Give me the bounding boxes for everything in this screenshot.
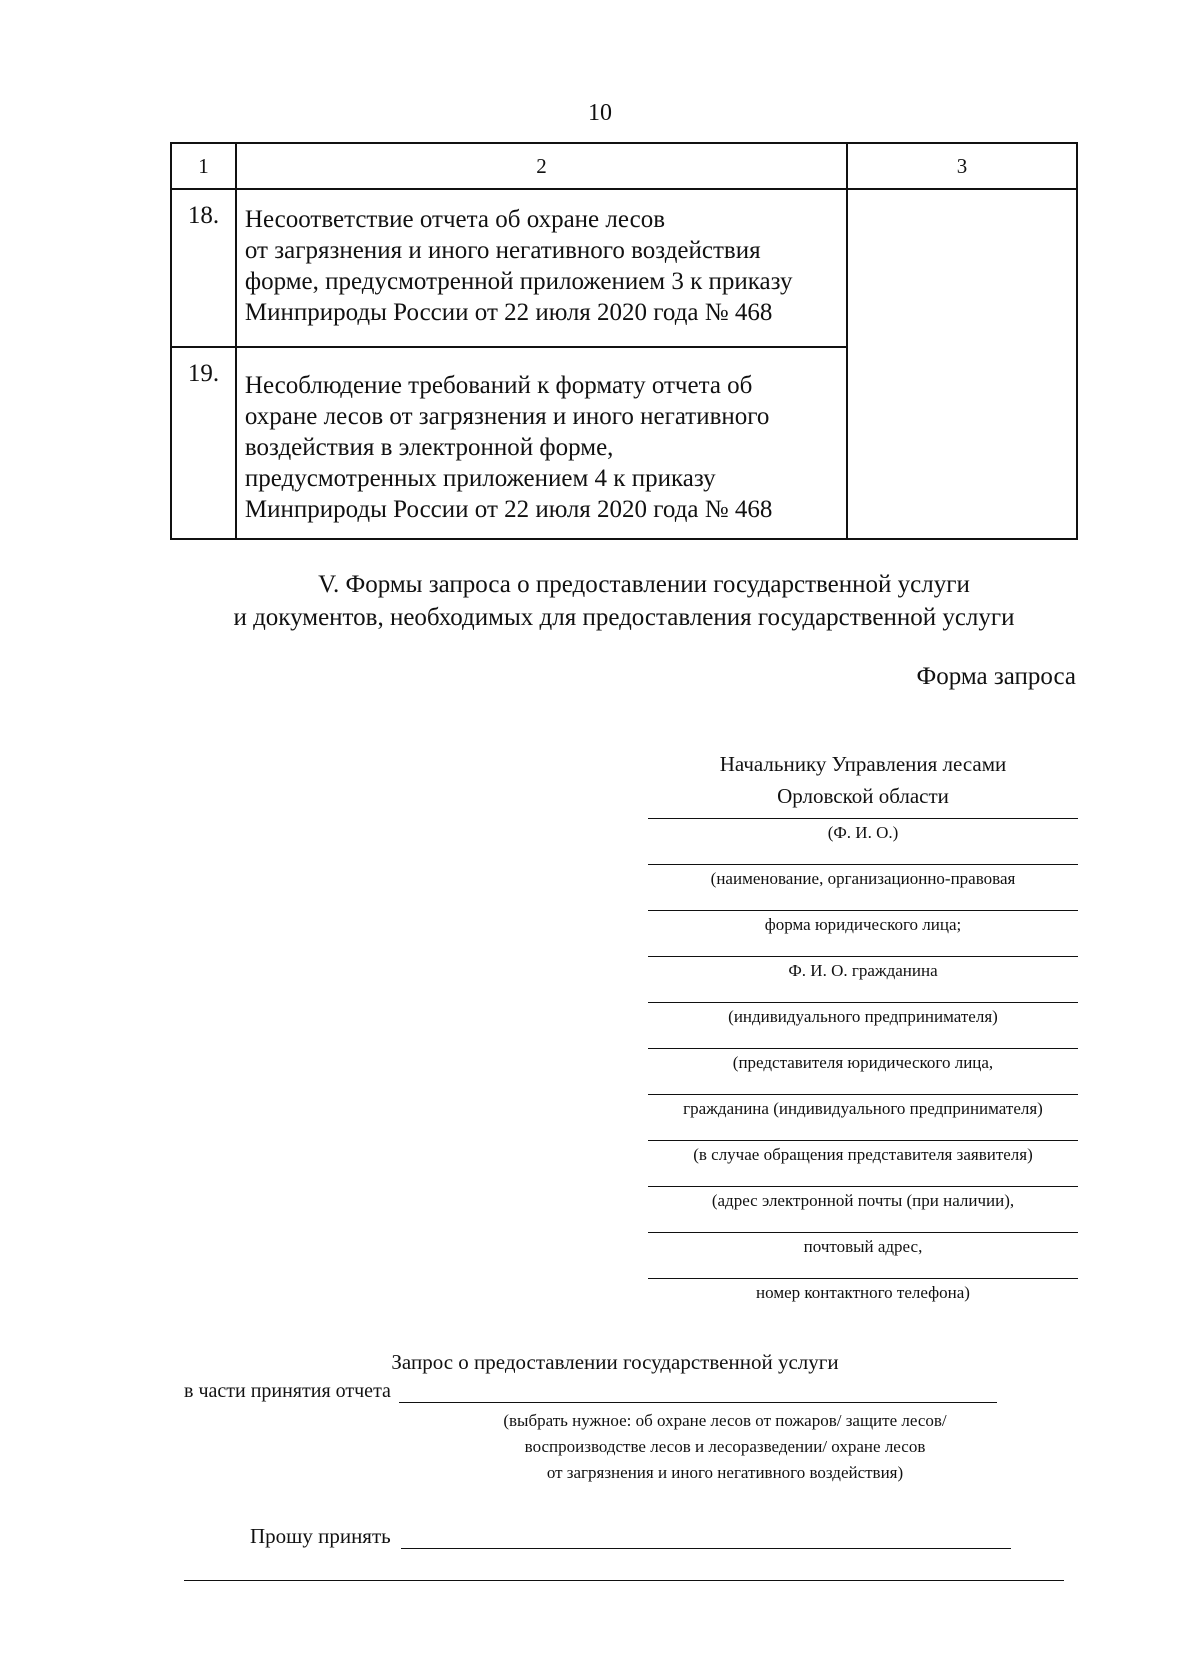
- table-header-cell: 3: [847, 143, 1077, 189]
- hint-line: от загрязнения и иного негативного воздействия): [546, 1463, 904, 1482]
- row-empty-cell: [847, 189, 1077, 539]
- continuation-line[interactable]: [184, 1580, 1064, 1581]
- row-text-line: воздействия в электронной форме,: [244, 434, 614, 461]
- table-header-cell: 2: [236, 143, 847, 189]
- page-number: 10: [588, 100, 612, 126]
- citizen-fio-field[interactable]: Ф. И. О. гражданина: [648, 956, 1078, 1002]
- section-heading: [170, 568, 1078, 634]
- report-type-label: в части принятия отчета: [184, 1380, 391, 1402]
- hint-line: (выбрать нужное: об охране лесов от пожаров/ защите лесов/: [503, 1411, 947, 1430]
- row-number: 19.: [171, 347, 236, 539]
- entrepreneur-field[interactable]: (индивидуального предпринимателя): [648, 1002, 1078, 1048]
- table-row: [171, 189, 1077, 347]
- row-text-line: Несоответствие отчета об охране лесов: [244, 206, 665, 233]
- accept-row: [250, 1524, 1050, 1549]
- accept-input[interactable]: [401, 1526, 1011, 1549]
- row-text-line: Минприроды России от 22 июля 2020 года № 468: [244, 496, 773, 523]
- table-header-cell: 1: [171, 143, 236, 189]
- accept-label: Прошу принять: [250, 1524, 391, 1548]
- row-text-line: Несоблюдение требований к формату отчета об: [244, 372, 753, 399]
- applicant-fields: [648, 818, 1078, 1324]
- row-text-line: форме, предусмотренной приложением 3 к приказу: [244, 268, 793, 295]
- representative-citizen-field[interactable]: гражданина (индивидуального предпринимателя): [648, 1094, 1078, 1140]
- row-text-line: предусмотренных приложением 4 к приказу: [244, 465, 716, 492]
- section-heading-line: и документов, необходимых для предоставления государственной услуги: [233, 604, 1015, 631]
- report-type-hint: [430, 1408, 1020, 1486]
- email-field[interactable]: (адрес электронной почты (при наличии),: [648, 1186, 1078, 1232]
- fio-field[interactable]: (Ф. И. О.): [648, 818, 1078, 864]
- row-text: [236, 347, 847, 539]
- addressee-line: Орловской области: [777, 784, 949, 808]
- representative-field[interactable]: (представителя юридического лица,: [648, 1048, 1078, 1094]
- addressee: [648, 748, 1078, 812]
- representative-case-field[interactable]: (в случае обращения представителя заявителя): [648, 1140, 1078, 1186]
- row-number: 18.: [171, 189, 236, 347]
- legal-form-field[interactable]: форма юридического лица;: [648, 910, 1078, 956]
- table-header-row: [171, 143, 1077, 189]
- row-text-line: от загрязнения и иного негативного воздействия: [244, 237, 761, 264]
- reasons-table: [170, 142, 1078, 540]
- postal-address-field[interactable]: почтовый адрес,: [648, 1232, 1078, 1278]
- row-text: [236, 189, 847, 347]
- row-text-line: Минприроды России от 22 июля 2020 года № 468: [244, 299, 773, 326]
- row-text-line: охране лесов от загрязнения и иного негативного: [244, 403, 770, 430]
- report-type-input[interactable]: [399, 1382, 997, 1403]
- section-heading-line: V. Формы запроса о предоставлении государственной услуги: [318, 571, 970, 598]
- org-name-field[interactable]: (наименование, организационно-правовая: [648, 864, 1078, 910]
- phone-field[interactable]: номер контактного телефона): [648, 1278, 1078, 1324]
- hint-line: воспроизводстве лесов и лесоразведении/ охране лесов: [524, 1437, 926, 1456]
- report-type-row: [184, 1380, 1044, 1403]
- addressee-line: Начальнику Управления лесами: [719, 752, 1007, 776]
- request-title: Запрос о предоставлении государственной услуги: [391, 1350, 839, 1374]
- form-label: Форма запроса: [916, 663, 1076, 690]
